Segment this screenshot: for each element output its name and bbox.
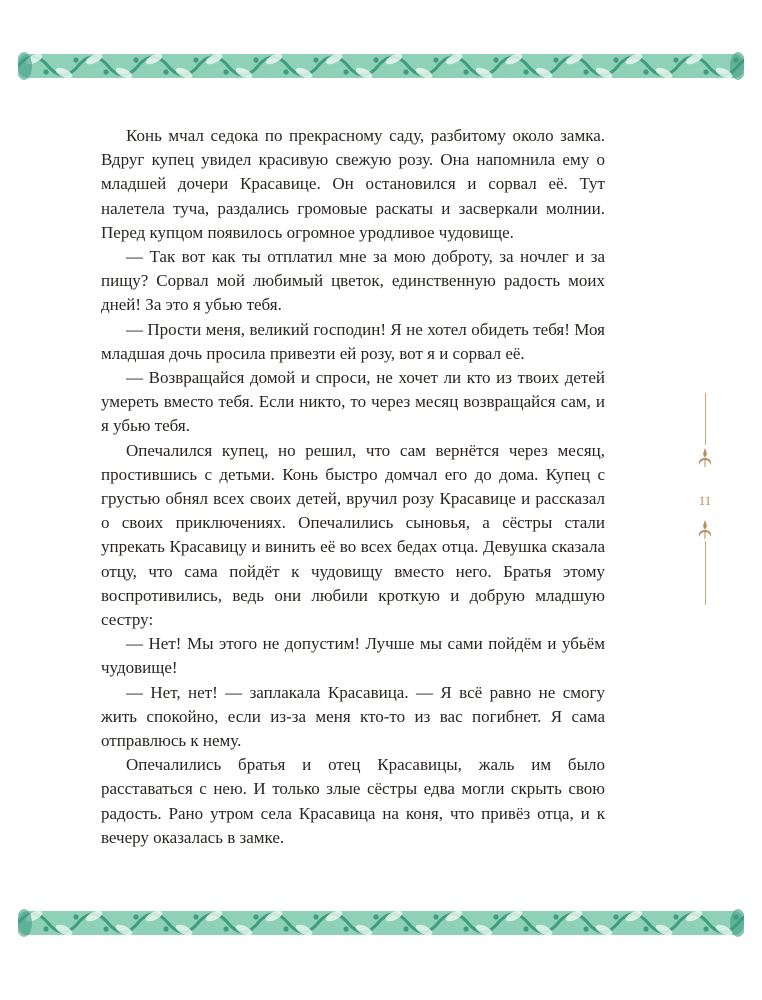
top-decorative-border <box>18 46 744 86</box>
border-bud <box>283 926 288 931</box>
border-bud <box>493 57 498 62</box>
border-bud <box>283 69 288 74</box>
border-bud <box>103 69 108 74</box>
paragraph: — Так вот как ты отплатил мне за мою доброту, за ночлег и за пищу? Сорвал мой любимый цветок, единственную радость моих дней! За это я убью тебя. <box>101 247 605 315</box>
border-bud <box>343 69 348 74</box>
border-bud <box>73 914 78 919</box>
border-bud <box>433 914 438 919</box>
border-bud <box>373 57 378 62</box>
border-bud <box>103 926 108 931</box>
border-bud <box>163 69 168 74</box>
border-bud <box>133 914 138 919</box>
page-marker <box>690 393 720 605</box>
border-bud <box>343 926 348 931</box>
border-bud <box>313 914 318 919</box>
border-bud <box>583 926 588 931</box>
paragraph: Опечалился купец, но решил, что сам вернётся через месяц, простившись с детьми. Конь быстро домчал его до дома. Купец с грустью обнял всех своих детей, вручил розу Красавице и рассказал о своих приключениях. Опечалились сыновья, а сёстры стали упрекать Красавицу и винить её во всех бедах отца. Девушка сказала отцу, что сама пойдёт к чудовищу вместо него. Братья этому воспротивились, ведь они любили кроткую и добрую младшую сестру: <box>101 440 605 630</box>
border-bud <box>583 69 588 74</box>
border-bud <box>403 926 408 931</box>
border-bud <box>253 914 258 919</box>
marker-rule-top <box>705 393 706 445</box>
border-bud <box>403 69 408 74</box>
border-bud <box>673 914 678 919</box>
border-bud <box>163 926 168 931</box>
border-bud <box>703 69 708 74</box>
border-bud <box>703 926 708 931</box>
border-bud <box>493 914 498 919</box>
border-bud <box>553 57 558 62</box>
border-bud <box>643 69 648 74</box>
border-bud <box>433 57 438 62</box>
border-bud <box>523 926 528 931</box>
fleur-ornament-icon <box>695 447 715 467</box>
border-bud <box>73 57 78 62</box>
border-bud <box>613 914 618 919</box>
paragraph: Опечалились братья и отец Красавицы, жаль им было расставаться с нею. И только злые сёстры едва могли скрыть свою радость. Рано утром села Красавица на коня, что привёз отца, и к вечеру оказалась в замке. <box>101 755 605 847</box>
paragraph: — Нет! Мы этого не допустим! Лучше мы сами пойдём и убьём чудовище! <box>101 634 605 678</box>
border-bud <box>673 57 678 62</box>
border-bud <box>193 57 198 62</box>
border-bud <box>133 57 138 62</box>
marker-rule-bottom <box>705 541 706 605</box>
border-bud <box>313 57 318 62</box>
border-bud <box>223 926 228 931</box>
border-bud <box>463 69 468 74</box>
border-bud <box>373 914 378 919</box>
paragraph: — Возвращайся домой и спроси, не хочет ли кто из твоих детей умереть вместо тебя. Если никто, то через месяц возвращайся сам, и я убью тебя. <box>101 368 605 436</box>
paragraph: — Прости меня, великий господин! Я не хотел обидеть тебя! Моя младшая дочь просила привезти ей розу, вот я и сорвал её. <box>101 319 605 363</box>
border-bud <box>43 926 48 931</box>
border-bud <box>643 926 648 931</box>
green-vine-border-icon <box>18 903 744 943</box>
page-number: 11 <box>698 493 712 508</box>
bottom-decorative-border <box>18 903 744 943</box>
border-bud <box>463 926 468 931</box>
border-bud <box>253 57 258 62</box>
paragraph: — Нет, нет! — заплакала Красавица. — Я всё равно не смогу жить спокойно, если из-за меня кто-то из вас погибнет. Я сама отправлюсь к нему. <box>101 682 605 751</box>
border-bud <box>613 57 618 62</box>
green-vine-border-icon <box>18 46 744 86</box>
border-bud <box>43 69 48 74</box>
border-bud <box>223 69 228 74</box>
border-bud <box>553 914 558 919</box>
paragraph: Конь мчал седока по прекрасному саду, разбитому около замка. Вдруг купец увидел красивую свежую розу. Она напомнила ему о младшей дочери Красавице. Он остановился и сорвал её. Тут налетела туча, раздались громовые раскаты и засверкали молнии. Перед купцом появилось огромное уродливое чудовище. <box>101 126 605 242</box>
fleur-ornament-icon <box>695 519 715 539</box>
border-bud <box>523 69 528 74</box>
story-text <box>101 124 605 850</box>
border-bud <box>193 914 198 919</box>
